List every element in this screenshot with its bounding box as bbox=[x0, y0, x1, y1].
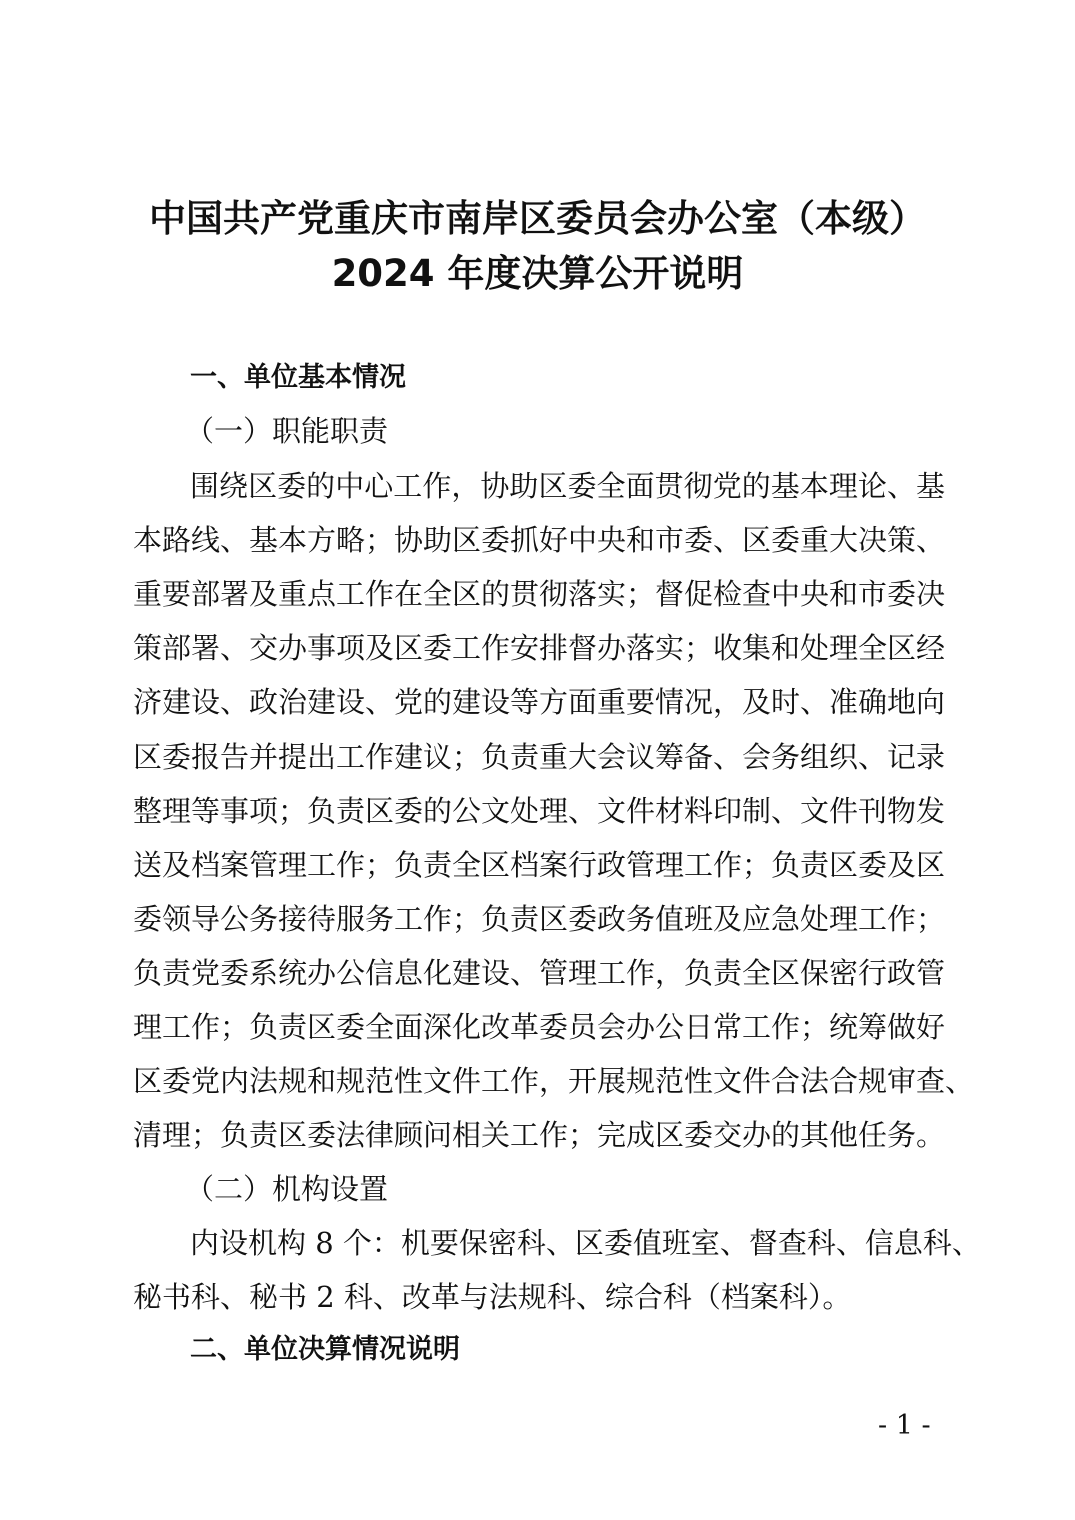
paragraph-line: 重要部署及重点工作在全区的贯彻落实；督促检查中央和市委决 bbox=[133, 577, 946, 612]
paragraph-line: 区委报告并提出工作建议；负责重大会议筹备、会务组织、记录 bbox=[133, 739, 946, 774]
subheading-organization: （二）机构设置 bbox=[185, 1172, 389, 1206]
paragraph-line: 秘书科、秘书 2 科、改革与法规科、综合科（档案科）。 bbox=[133, 1280, 852, 1315]
document-title-line-1: 中国共产党重庆市南岸区委员会办公室（本级） bbox=[149, 197, 926, 240]
paragraph-line: 内设机构 8 个：机要保密科、区委值班室、督查科、信息科、 bbox=[190, 1226, 981, 1260]
paragraph-line: 本路线、基本方略；协助区委抓好中央和市委、区委重大决策、 bbox=[133, 523, 946, 558]
paragraph-line: 理工作；负责区委全面深化改革委员会办公日常工作；统筹做好 bbox=[133, 1010, 946, 1044]
paragraph-line: 负责党委系统办公信息化建设、管理工作，负责全区保密行政管 bbox=[133, 955, 946, 990]
paragraph-line: 整理等事项；负责区委的公文处理、文件材料印制、文件刊物发 bbox=[133, 793, 946, 828]
document-title-line-2: 2024 年度决算公开说明 bbox=[331, 252, 744, 295]
paragraph-line: 围绕区委的中心工作，协助区委全面贯彻党的基本理论、基 bbox=[190, 469, 945, 503]
paragraph-line: 送及档案管理工作；负责全区档案行政管理工作；负责区委及区 bbox=[133, 847, 946, 882]
paragraph-line: 清理；负责区委法律顾问相关工作；完成区委交办的其他任务。 bbox=[133, 1118, 946, 1153]
paragraph-line: 区委党内法规和规范性文件工作，开展规范性文件合法合规审查、 bbox=[133, 1064, 975, 1099]
page-number: - 1 - bbox=[878, 1410, 931, 1441]
subheading-functions: （一）职能职责 bbox=[185, 414, 389, 448]
paragraph-line: 策部署、交办事项及区委工作安排督办落实；收集和处理全区经 bbox=[133, 631, 946, 666]
paragraph-line: 委领导公务接待服务工作；负责区委政务值班及应急处理工作； bbox=[133, 901, 946, 936]
paragraph-line: 济建设、政治建设、党的建设等方面重要情况，及时、准确地向 bbox=[133, 685, 946, 720]
section-heading-final-accounts: 二、单位决算情况说明 bbox=[190, 1334, 460, 1365]
section-heading-basic-info: 一、单位基本情况 bbox=[190, 362, 406, 393]
